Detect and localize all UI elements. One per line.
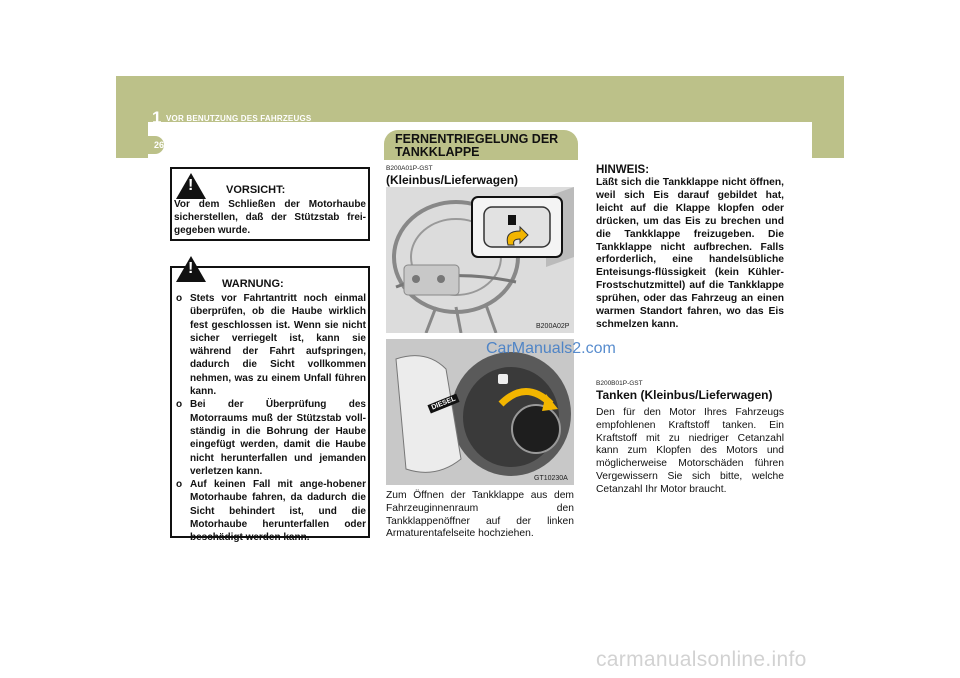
dashboard-image: [386, 187, 574, 333]
warning-triangle-icon: !: [176, 173, 206, 199]
watermark-carmanuals[interactable]: CarManuals2.com: [486, 340, 616, 357]
warning-box: [170, 260, 370, 544]
section-code-tanken: B200B01P-GST: [596, 380, 643, 387]
fuel-cap-illustration: [386, 339, 574, 485]
middle-paragraph: Zum Öffnen der Tankklappe aus dem Fahrzeuginnenraum den Tankklappenöffner auf der linken Armaturentafelseite hochziehen.: [386, 490, 574, 540]
warning-list: [176, 292, 366, 545]
chapter-title: VOR BENUTZUNG DES FAHRZEUGS: [166, 114, 312, 123]
section-tab: [384, 130, 578, 160]
section-code: B200A01P-GST: [386, 165, 433, 172]
note-title: HINWEIS:: [596, 164, 650, 176]
image-label: GT10230A: [534, 475, 568, 482]
subheading-tanken: Tanken (Kleinbus/Lieferwagen): [596, 388, 773, 402]
chapter-number: 1: [152, 108, 162, 127]
warning-triangle-icon: !: [176, 256, 206, 282]
section-title: FERNENTRIEGELUNG DER TANKKLAPPE: [395, 132, 559, 159]
warning-item: o Stets vor Fahrtantritt noch einmal überprüfen, ob die Haube wirklich fest geschlossen ist. Wenn sie nicht sicher verriegelt ist, kann sie während der Fahrt aufspringen, dadurch die Sicht vollkommen nehmen, was zu einem Unfall führen kann.: [176, 293, 366, 398]
page-number: 26: [154, 140, 165, 150]
tanken-paragraph: Den für den Motor Ihres Fahrzeugs empfohlenen Kraftstoff tanken. Ein Kraftstoff mit zu niedriger Cetanzahl kann zum Klopfen des Motors und möglicherweise Motorschäden führen Vergewissern Sie sich bitte, welche Cetanzahl Ihr Motor braucht.: [596, 407, 784, 495]
note-text: Läßt sich die Tankklappe nicht öffnen, weil sich Eis darauf gebildet hat, leicht auf die Klappe klopfen oder drücken, um das Eis zu brechen und die Tankklappe freizugeben. Die Tankklappe nicht aufbrechen. Falls erforderlich, eine handelsübliche Enteisungs-flüssigkeit (kein Kühler-Frostschutzmittel) auf die Tankklappe sprühen, oder das Fahrzeug an einen warmen Standort fahren, wo das Eis schmelzen kann.: [596, 177, 784, 330]
image-label: B200A02P: [536, 323, 570, 330]
warning-title: WARNUNG:: [222, 278, 284, 290]
diesel-label: DIESEL: [427, 393, 459, 413]
warning-item: o Auf keinen Fall mit ange-hobener Motorhaube fahren, da dadurch die Sicht behindert ist, und die Motorhaube herunterfallen oder beschädigt werden kann.: [176, 479, 366, 544]
caution-box: [170, 167, 370, 241]
watermark-carmanualsonline: carmanualsonline.info: [596, 648, 807, 671]
page-number-tab: [124, 136, 164, 154]
warning-item: o Bei der Überprüfung des Motorraums muß der Stützstab voll-ständig in die Bohrung der Haube eingefügt werden, damit die Haube nicht herunterfallen und jemanden verletzen kann.: [176, 399, 366, 477]
fuel-cap-image: [386, 339, 574, 485]
caution-title: VORSICHT:: [226, 184, 286, 196]
dashboard-illustration: [386, 187, 574, 333]
subheading-kleinbus: (Kleinbus/Lieferwagen): [386, 173, 519, 187]
caution-text: Vor dem Schließen der Motorhaube sicherstellen, daß der Stützstab frei- gegeben wurde.: [174, 199, 366, 236]
